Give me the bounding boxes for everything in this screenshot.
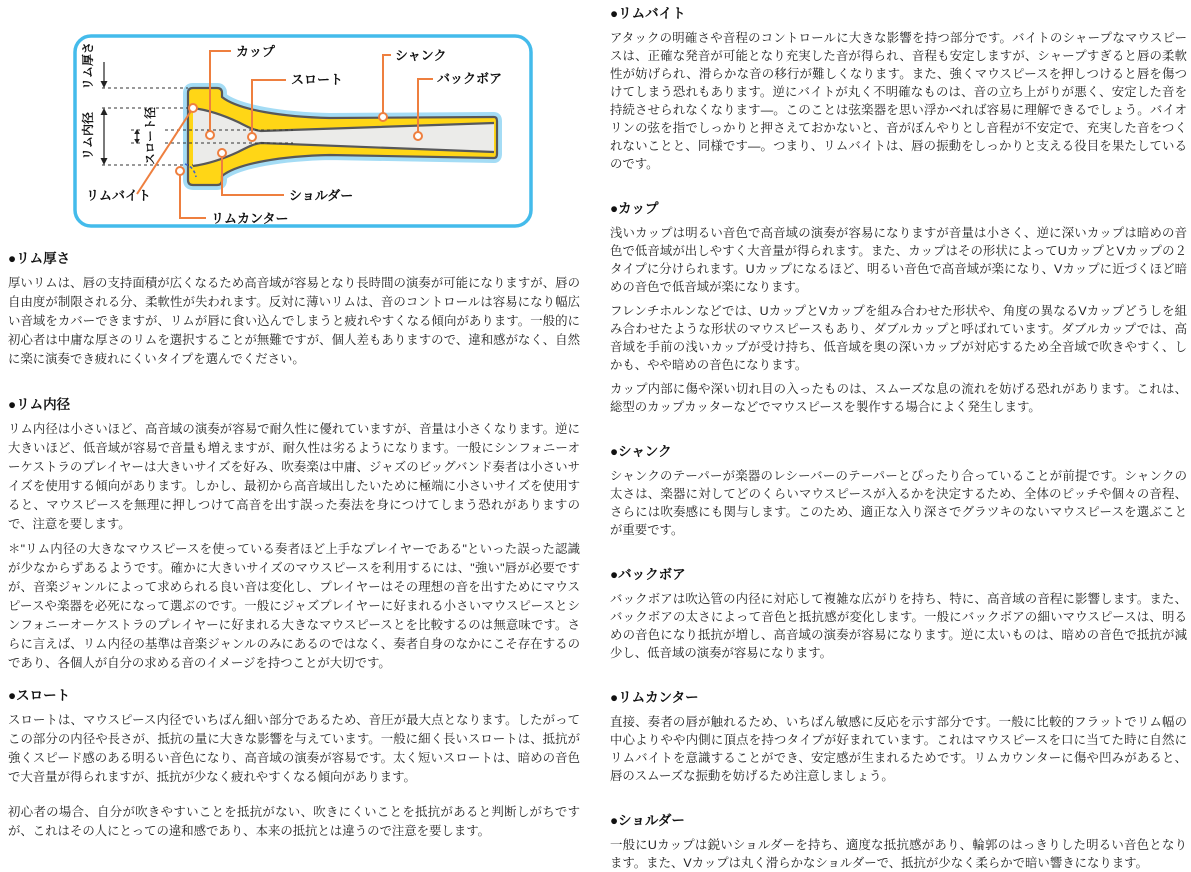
section-throat — [8, 687, 580, 841]
section-heading: ●シャンク — [610, 444, 672, 459]
section-heading: ●リムカンター — [610, 690, 699, 705]
mouthpiece-diagram — [73, 30, 535, 230]
section-paragraph: 浅いカップは明るい音色で高音域の演奏が容易になりますが音量は小さく、逆に深いカップは暗めの音色で低音域が出しやすく大音量が得られます。また、カップはその形状によってUカップとVカップの２タイプに分けられます。Uカップになるほど、明るい音色で高音域が楽になり、Vカップに近づくほど暗めの音色で低音域が楽になります。 — [610, 226, 1187, 294]
throat-point — [248, 133, 256, 141]
section-paragraph: 一般にUカップは鋭いショルダーを持ち、適度な抵抗感があり、輪郭のはっきりした明るい音色となります。また、Vカップは丸く滑らかなショルダーで、抵抗が少なく柔らかで暗い響きになります。 — [610, 838, 1187, 870]
cup-point — [206, 131, 214, 139]
section-heading: ●ショルダー — [610, 813, 685, 828]
section-paragraph: フレンチホルンなどでは、UカップとVカップを組み合わせた形状や、角度の異なるVカップどうしを組み合わせたような形状のマウスピースもあり、ダブルカップと呼ばれています。ダブルカップでは、高音域を手前の浅いカップが受け持ち、低音域を奥の深いカップが対応するため全音域で吹きやすく、しかも、やや暗めの音色になります。 — [610, 304, 1187, 372]
rim-inner-diameter-label: リム内径 — [81, 111, 95, 161]
section-shoulder — [610, 812, 1187, 872]
rim-contour-label: リムカンター — [211, 211, 289, 226]
section-paragraph: カップ内部に傷や深い切れ目の入ったものは、スムーズな息の流れを妨げる恐れがあります。これは、総型のカップカッターなどでマウスピースを製作する場合によく発生します。 — [610, 382, 1187, 414]
backbore-label: バックボア — [437, 71, 503, 86]
mouthpiece-diagram-svg — [73, 30, 535, 230]
shank-label: シャンク — [395, 48, 447, 63]
throat-diameter-label: スロート径 — [145, 107, 157, 165]
shoulder-label: ショルダー — [289, 188, 354, 203]
right-column — [610, 0, 1187, 872]
throat-label: スロート — [291, 72, 344, 87]
shoulder-point — [218, 149, 226, 157]
rim-contour-point — [176, 167, 184, 175]
section-paragraph: 厚いリムは、唇の支持面積が広くなるため高音域が容易となり長時間の演奏が可能になりますが、唇の自由度が制限される分、柔軟性が失われます。反対に薄いリムは、音のコントロールは容易になり幅広い音域をカバーできますが、リムが唇に食い込んでしまうと疲れやすくなる傾向があります。一般的に初心者は中庸な厚さのリムを選択することが無難ですが、個人差もありますので、違和感がなく、自然に楽に演奏でき疲れにくいタイプを選んでください。 — [8, 276, 580, 366]
section-paragraph: 初心者の場合、自分が吹きやすいことを抵抗がない、吹きにくいことを抵抗があると判断しがちですが、これはその人にとっての違和感であり、本来の抵抗とは違うので注意を要します。 — [8, 805, 580, 838]
section-rim-inner-diameter — [8, 396, 580, 673]
cup-label: カップ — [236, 44, 275, 59]
backbore-point — [414, 132, 422, 140]
shank-point — [379, 113, 387, 121]
section-heading: ●リム厚さ — [8, 251, 71, 266]
rim-thickness-label: リム厚さ — [81, 41, 95, 91]
section-paragraph: バックボアは吹込管の内径に対応して複雑な広がりを持ち、特に、高音域の音程に影響します。また、バックボアの太さによって音色と抵抗感が変化します。一般にバックボアの細いマウスピースは、明るめの音色になり抵抗が増し、高音域の演奏が容易になります。逆に太いものは、暗めの音色で抵抗が減少し、低音域の演奏が容易になります。 — [610, 592, 1187, 660]
section-rim-thickness — [8, 250, 580, 369]
section-paragraph: ＊"リム内径の大きなマウスピースを使っている奏者ほど上手なプレイヤーである"といった誤った認識が少なからずあるようです。確かに大きいサイズのマウスピースを利用するには、"強い"唇が必要ですが、音楽ジャンルによって求められる良い音は変化し、プレイヤーはその理想の音を出すためにマウスピースや楽器を必死になって選ぶのです。一般にジャズプレイヤーに好まれる小さいマウスピースとシンフォニーオーケストラのプレイヤーに好まれる大きなマウスピースとを比較するのは無意味です。さらに言えば、リム内径の基準は音楽ジャンルのみにあるのではなく、奏者自身のなかにこそ存在するのであり、各個人が自分の求める音のイメージを持つことが大切です。 — [8, 542, 580, 670]
section-heading: ●バックボア — [610, 567, 686, 582]
section-paragraph: アタックの明確さや音程のコントロールに大きな影響を持つ部分です。バイトのシャープなマウスピースは、正確な発音が可能となり充実した音が得られ、音程も安定しますが、シャープすぎると唇の柔軟性が妨げられ、滑らかな音の移行が難しくなります。また、強くマウスピースを押しつけると唇を傷つけてしまう恐れもあります。逆にバイトが丸く不明確なものは、音の立ち上がりが悪く、安定した音を持続させられなくなります―。このことは弦楽器を思い浮かべれば容易に理解できるでしょう。バイオリンの弦を指でしっかりと押さえておかないと、音がぼんやりとし音程が不安定で、充実した音をつくれないことと、同様です―。つまり、リムバイトは、唇の振動をしっかりと支える役目を果たしているのです。 — [610, 31, 1187, 171]
section-heading: ●リムバイト — [610, 6, 686, 21]
rim-bite-label: リムバイト — [86, 188, 152, 203]
section-paragraph: 直接、奏者の唇が触れるため、いちばん敏感に反応を示す部分です。一般に比較的フラットでリム幅の中心よりやや内側に頂点を持つタイプが好まれています。これはマウスピースを口に当てた時に自然にリムバイトを意識することができ、安定感が生まれるためです。リムカウンターに傷や凹みがあると、唇のスムーズな振動を妨げるため注意しましょう。 — [610, 715, 1187, 783]
section-backbore — [610, 566, 1187, 662]
section-paragraph: シャンクのテーパーが楽器のレシーバーのテーパーとぴったり合っていることが前提です。シャンクの太さは、楽器に対してどのくらいマウスピースが入るかを決定するため、全体のピッチや個々の音程、さらには吹奏感にも関与します。このため、適正な入り深さでグラツキのないマウスピースを選ぶことが重要です。 — [610, 469, 1187, 537]
rim-bite-point — [189, 104, 197, 112]
left-column — [8, 0, 580, 841]
section-rim-bite — [610, 5, 1187, 173]
section-heading: ●リム内径 — [8, 397, 71, 412]
section-paragraph: スロートは、マウスピース内径でいちばん細い部分であるため、音圧が最大点となります。したがってこの部分の内径や長さが、抵抗の量に大きな影響を与えています。一般に細く長いスロートは、抵抗が強くスピード感のある明るい音色になり、高音域の演奏が容易です。太く短いスロートは、暗めの音色で大音量が得られますが、抵抗が少なく疲れやすくなる傾向があります。 — [8, 713, 580, 784]
section-rim-contour — [610, 689, 1187, 785]
section-paragraph: リム内径は小さいほど、高音域の演奏が容易で耐久性に優れていますが、音量は小さくなります。逆に大きいほど、低音域が容易で音量も増えますが、耐久性は劣るようになります。一般にシンフォニーオーケストラのプレイヤーは大きいサイズを好み、吹奏楽は中庸、ジャズのビッグバンド奏者は小さいサイズを使用する傾向があります。しかし、最初から高音域出したいために極端に小さいサイズを使用すると、マウスピースを無理に押しつけて高音を出す誤った奏法を身につけてしまう恐れがありますので、注意を要します。 — [8, 422, 580, 531]
section-heading: ●スロート — [8, 688, 71, 703]
section-heading: ●カップ — [610, 201, 659, 216]
section-shank — [610, 443, 1187, 539]
section-cup — [610, 200, 1187, 416]
